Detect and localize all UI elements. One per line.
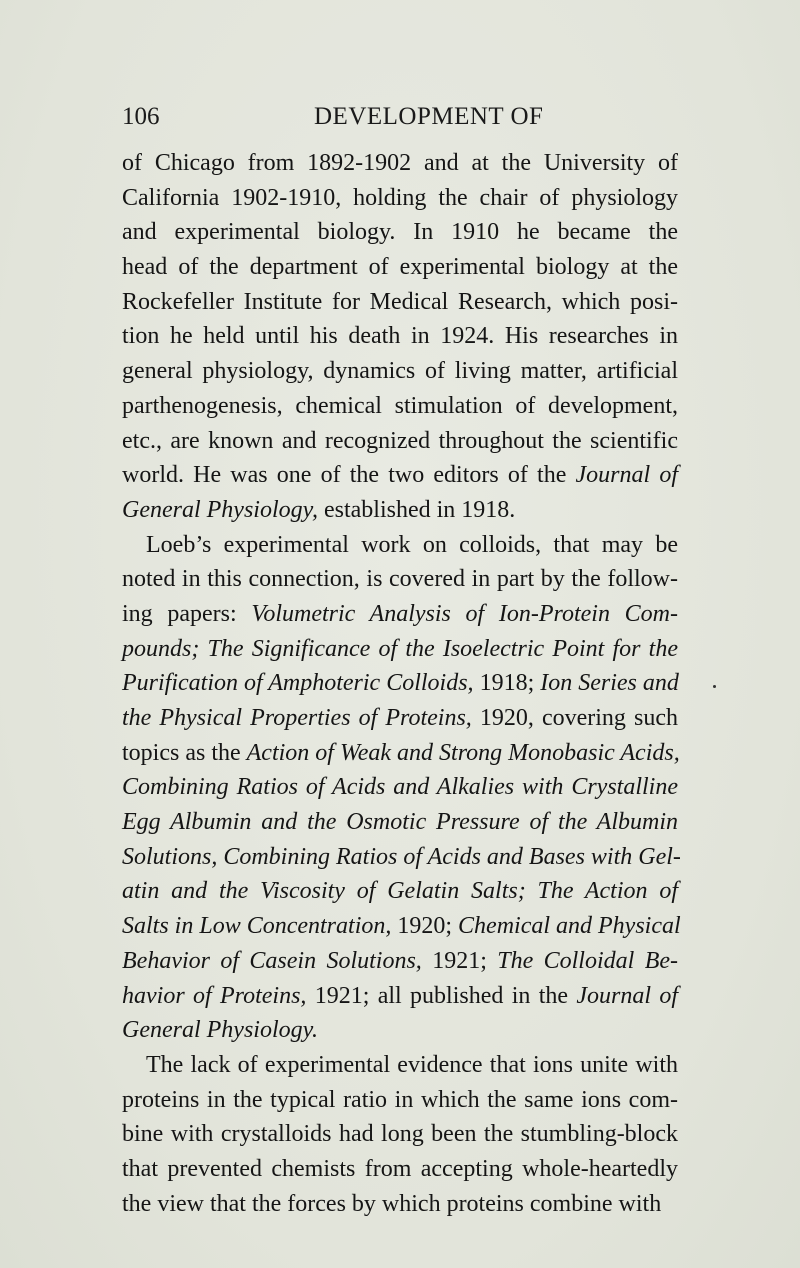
italic-title-text: havior of Proteins, [122, 982, 307, 1009]
text-line [122, 250, 678, 285]
italic-title-text: Volumetric Analysis of Ion-Protein Com- [251, 600, 678, 627]
text-segment: 1921; [421, 947, 498, 974]
text-line [122, 528, 678, 563]
text-line [122, 874, 678, 909]
page-header [122, 103, 678, 143]
text-line [122, 493, 678, 528]
italic-title-text: atin and the Viscosity of Gelatin Salts; The Action of [122, 878, 678, 905]
italic-title-text: Journal of [575, 462, 679, 489]
italic-title-text: Journal of [576, 982, 678, 1009]
text-line [122, 770, 678, 805]
italic-title-text: Action of Weak and Strong Monobasic Acids, [246, 739, 680, 766]
page-number: 106 [122, 103, 160, 130]
margin-speck [713, 685, 716, 688]
text-segment: and experimental biology. In 1910 he became the [122, 219, 678, 246]
text-segment: 1920; [391, 913, 459, 940]
italic-title-text: the Physical Properties of Proteins, [122, 705, 472, 731]
text-line [122, 944, 678, 979]
text-segment: of Chicago from 1892-1902 and at the University of [122, 150, 678, 176]
italic-title-text: Combining Ratios of Acids and Alkalies with Crystalline [122, 774, 678, 801]
text-segment: The lack of experimental evidence that ions unite with [146, 1051, 678, 1078]
text-segment: proteins in the typical ratio in which the same ions com- [122, 1086, 678, 1113]
italic-title-text: Salts in Low Concentration, [122, 913, 392, 940]
text-line [122, 562, 678, 597]
text-line [122, 1013, 678, 1048]
text-segment: 1920, covering such [471, 705, 678, 731]
text-segment: 1918; [473, 670, 541, 697]
italic-title-text: Egg Albumin and the Osmotic Pressure of the Albumin [122, 809, 678, 836]
text-line [122, 1048, 678, 1083]
text-line [122, 666, 678, 701]
text-segment: bine with crystalloids had long been the stumbling-block [122, 1121, 678, 1148]
text-segment: ing papers: [122, 600, 252, 627]
text-line [122, 979, 678, 1014]
text-line [122, 215, 678, 250]
text-segment: tion he held until his death in 1924. His researches in [122, 323, 678, 350]
text-line [122, 181, 678, 216]
text-line [122, 1117, 678, 1152]
text-line [122, 424, 678, 459]
text-line [122, 1152, 678, 1187]
text-line [122, 632, 678, 667]
text-line [122, 597, 678, 632]
text-line [122, 701, 678, 736]
text-line [122, 285, 678, 320]
text-segment: established in 1918. [317, 496, 516, 523]
italic-title-text: Solutions, Combining Ratios of Acids and Bases with Gel- [122, 843, 681, 870]
text-line [122, 458, 678, 493]
running-head: DEVELOPMENT OF [314, 103, 544, 130]
text-segment: 1921; all published in the [306, 982, 577, 1009]
text-line [122, 805, 678, 840]
text-segment: Rockefeller Institute for Medical Research, which posi- [122, 288, 678, 315]
italic-title-text: Purification of Amphoteric Colloids, [122, 670, 474, 697]
italic-title-text: The Colloidal Be- [497, 947, 679, 974]
italic-title-text: Behavior of Casein Solutions, [122, 947, 422, 974]
text-segment: California 1902-1910, holding the chair of physiology [122, 184, 678, 211]
text-segment: world. He was one of the two editors of the [122, 462, 576, 489]
italic-title-text: Ion Series and [540, 670, 679, 697]
text-segment: parthenogenesis, chemical stimulation of development, [122, 392, 678, 419]
text-segment: head of the department of experimental biology at the [122, 254, 678, 281]
text-segment: general physiology, dynamics of living matter, artificial [122, 358, 678, 385]
italic-title-text: General Physiology, [122, 496, 318, 523]
text-segment: the view that the forces by which proteins combine with [122, 1190, 662, 1217]
text-segment: etc., are known and recognized throughout the scientific [122, 427, 678, 454]
text-segment: noted in this connection, is covered in part by the follow- [122, 566, 678, 593]
text-segment: topics as the [122, 739, 247, 766]
text-line [122, 840, 681, 875]
text-line [122, 354, 678, 389]
text-line [122, 736, 678, 771]
italic-title-text: pounds; The Significance of the Isoelectric Point for the [122, 635, 678, 662]
text-line [122, 389, 678, 424]
text-segment: Loeb’s experimental work on colloids, that may be [146, 531, 678, 558]
text-segment: that prevented chemists from accepting whole-heartedly [122, 1155, 678, 1182]
text-line [122, 146, 678, 181]
italic-title-text: Chemical and Physical [458, 913, 681, 940]
text-line [122, 1187, 678, 1222]
text-line [122, 1083, 678, 1118]
text-line [122, 319, 678, 354]
italic-title-text: General Physiology. [122, 1017, 318, 1044]
body-text [122, 146, 681, 1221]
text-line [122, 909, 681, 944]
